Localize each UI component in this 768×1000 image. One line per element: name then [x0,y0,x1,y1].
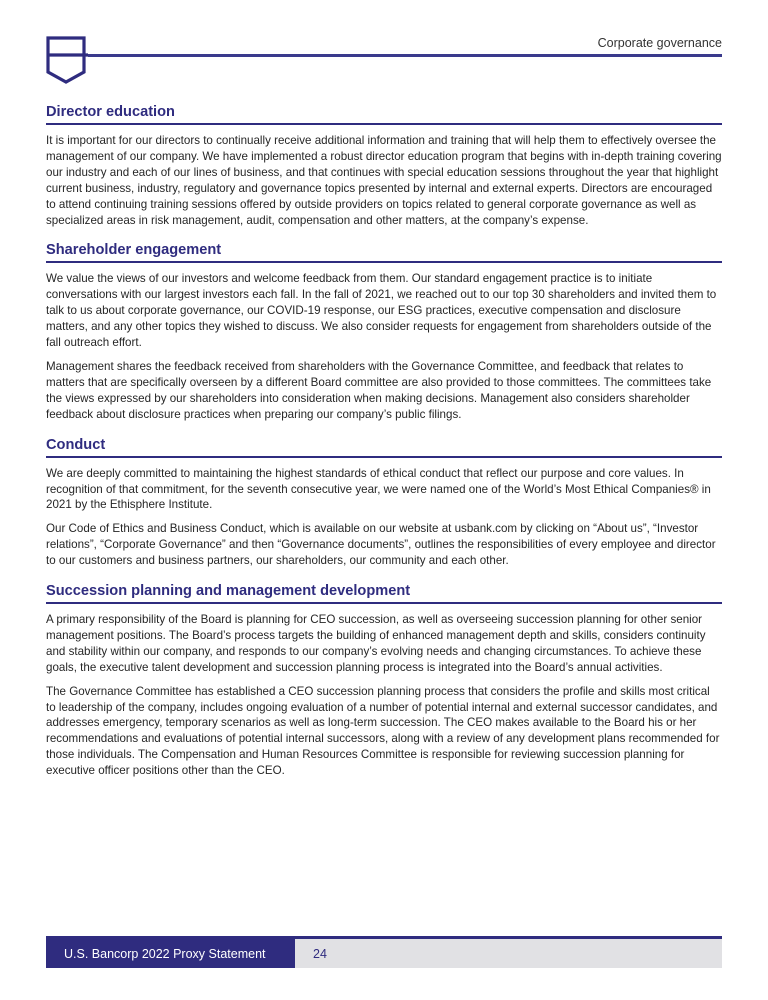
section-heading: Conduct [46,437,722,458]
page-footer [46,936,722,968]
document-body [46,104,722,793]
section-heading: Succession planning and management development [46,583,722,604]
header-section-label: Corporate governance [597,36,722,50]
section-heading: Shareholder engagement [46,242,722,263]
section-conduct [46,437,722,569]
section-director-education [46,104,722,228]
paragraph: It is important for our directors to continually receive additional information and training that will help them to effectively oversee the management of our company. We have implemented a robust director education program that begins with in-depth training covering our industry and each of our lines of business, and that continues with special education sessions throughout the year that highlight current business, industry, regulatory and governance topics presented by internal and external experts. Directors are encouraged to attend continuing training sessions offered by outside providers on topics related to general corporate governance as well as specialized areas in risk management, audit, compensation and other matters, at the company’s expense. [46,134,722,227]
section-shareholder-engagement [46,242,722,422]
section-heading: Director education [46,104,722,125]
section-succession-planning [46,583,722,779]
paragraph: We value the views of our investors and welcome feedback from them. Our standard engagement practice is to initiate conversations with our largest investors each fall. In the fall of 2021, we reached out to our top 30 shareholders and invited them to talk to us about corporate governance, our COVID-19 response, our ESG practices, executive compensation and disclosure matters, and any other topics they wished to discuss. We also consider requests for engagement from shareholders outside of the fall outreach effort. [46,272,717,350]
paragraph: Management shares the feedback received from shareholders with the Governance Committee, and feedback that relates to matters that are specifically overseen by a different Board committee are also provided to those committees. The committees take the views expressed by our shareholders into consideration when making decisions. Management also considers shareholder feedback about disclosure practices when preparing our company’s public filings. [46,359,712,421]
footer-document-title: U.S. Bancorp 2022 Proxy Statement [46,939,295,968]
paragraph: A primary responsibility of the Board is planning for CEO succession, as well as overseeing succession planning for other senior management positions. The Board’s process targets the building of enhanced management depth and skills, considers continuity and stability within our company, and responds to our company’s evolving needs and changing circumstances. To achieve these goals, the executive talent development and succession planning process is integrated into the Board’s annual activities. [46,613,706,674]
header-rule [88,54,722,57]
footer-page-number: 24 [295,939,722,968]
logo-icon [46,36,88,84]
paragraph: Our Code of Ethics and Business Conduct, which is available on our website at usbank.com by clicking on “About us”, “Investor relations”, “Corporate Governance” and then “Governance documents”, outlines the responsibilities of every employee and director to our customers and business partners, our shareholders, our community and each other. [46,522,716,568]
paragraph: The Governance Committee has established a CEO succession planning process that considers the profile and skills most critical to leadership of the company, includes ongoing evaluation of a number of potential internal and external successor candidates, and addresses emergency, temporary scenarios as well as long-term succession. The CEO makes available to the Board his or her recommendations and evaluations of potential internal successors, along with a review of any development plans recommended for those individuals. The Compensation and Human Resources Committee is responsible for reviewing succession planning for executive officer positions other than the CEO. [46,684,720,778]
paragraph: We are deeply committed to maintaining the highest standards of ethical conduct that reflect our purpose and core values. In recognition of that commitment, for the seventh consecutive year, we were named one of the World’s Most Ethical Companies® in 2021 by the Ethisphere Institute. [46,466,711,512]
